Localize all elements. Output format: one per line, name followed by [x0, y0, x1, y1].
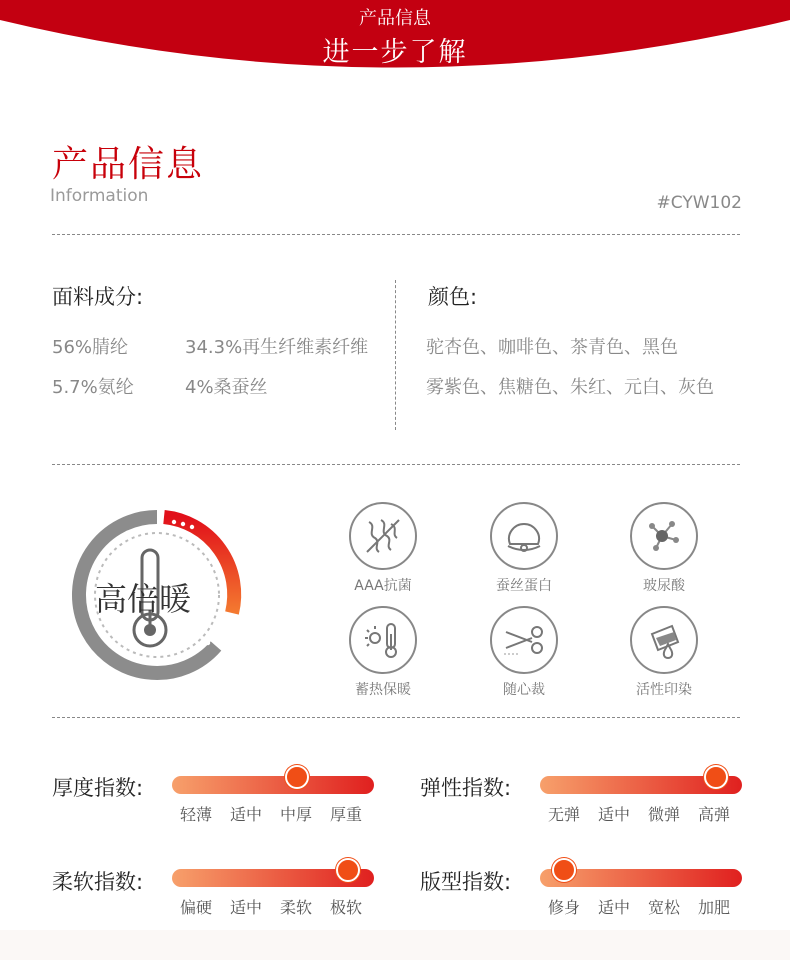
feature-label: 蓄热保暖 [355, 682, 411, 698]
divider [52, 234, 740, 235]
antibacterial-icon [361, 514, 405, 558]
fabric-item: 56%腈纶 [52, 337, 129, 358]
product-code: #CYW102 [656, 193, 742, 213]
banner-title: 进一步了解 [322, 37, 468, 68]
divider [52, 717, 740, 718]
fit-tick: 加肥 [698, 898, 731, 917]
hyaluronic-acid-icon [642, 514, 686, 558]
divider [52, 464, 740, 465]
thickness-tick: 适中 [230, 805, 263, 824]
heat-storage-icon [361, 618, 405, 662]
feature-hyaluronic [609, 502, 719, 595]
softness-tick: 极软 [330, 898, 363, 917]
softness-tick: 柔软 [280, 898, 313, 917]
fit-tick: 适中 [598, 898, 631, 917]
thickness-knob [285, 765, 309, 789]
feature-silk-protein [469, 502, 579, 595]
color-row: 驼杏色、咖啡色、茶青色、黑色 [426, 337, 678, 358]
page-title: 产品信息 [52, 144, 205, 185]
page-subtitle: Information [50, 186, 149, 206]
feature-label: 蚕丝蛋白 [496, 578, 552, 594]
thickness-tick: 厚重 [330, 805, 363, 824]
scissors-icon [502, 618, 546, 662]
fabric-item: 34.3%再生纤维素纤维 [185, 337, 369, 358]
fabric-item: 5.7%氨纶 [52, 377, 134, 398]
fit-label: 版型指数: [420, 870, 512, 894]
elasticity-label: 弹性指数: [420, 776, 512, 800]
elasticity-tick: 微弹 [648, 805, 681, 824]
thickness-label: 厚度指数: [52, 776, 144, 800]
warmth-label: 高倍暖 [95, 580, 192, 618]
banner-subtitle: 产品信息 [359, 8, 431, 29]
feature-cut [469, 606, 579, 699]
fit-knob [552, 858, 576, 882]
softness-tick: 适中 [230, 898, 263, 917]
feature-heat-storage [328, 606, 438, 699]
footer-strip [0, 930, 790, 960]
silk-protein-icon [502, 514, 546, 558]
fabric-label: 面料成分: [52, 285, 144, 309]
fit-bar [540, 869, 742, 887]
thickness-tick: 中厚 [280, 805, 313, 824]
fit-tick: 宽松 [648, 898, 681, 917]
softness-knob [336, 858, 360, 882]
elasticity-knob [704, 765, 728, 789]
dye-icon [642, 618, 686, 662]
feature-label: 活性印染 [636, 682, 692, 698]
thickness-tick: 轻薄 [180, 805, 213, 824]
feature-dye [609, 606, 719, 699]
fit-tick: 修身 [548, 898, 581, 917]
feature-label: AAA抗菌 [354, 578, 412, 594]
softness-bar [172, 869, 374, 887]
color-row: 雾紫色、焦糖色、朱红、元白、灰色 [426, 377, 714, 398]
softness-tick: 偏硬 [180, 898, 213, 917]
thickness-bar [172, 776, 374, 794]
vertical-divider [395, 280, 396, 430]
elasticity-tick: 无弹 [548, 805, 581, 824]
color-label: 颜色: [428, 285, 478, 309]
fabric-item: 4%桑蚕丝 [185, 377, 268, 398]
feature-antibacterial [328, 502, 438, 595]
feature-label: 玻尿酸 [643, 578, 685, 594]
elasticity-tick: 适中 [598, 805, 631, 824]
elasticity-bar [540, 776, 742, 794]
feature-label: 随心裁 [503, 682, 545, 698]
softness-label: 柔软指数: [52, 870, 144, 894]
elasticity-tick: 高弹 [698, 805, 731, 824]
